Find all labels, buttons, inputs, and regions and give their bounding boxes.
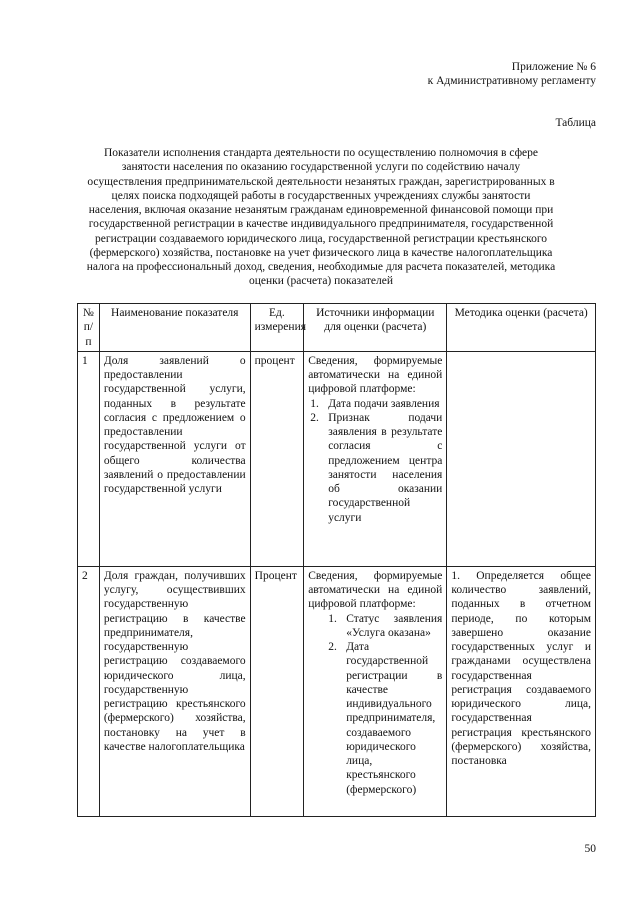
table-row: [78, 566, 596, 816]
row-unit: процент: [250, 351, 304, 566]
source-item-number: 2.: [310, 411, 319, 424]
source-item-number: 1.: [328, 612, 337, 625]
header-name: Наименование показателя: [99, 304, 250, 352]
row-source: [304, 351, 447, 566]
source-item: [310, 397, 442, 411]
source-item-number: 1.: [310, 397, 319, 410]
appendix-header: [428, 60, 596, 89]
source-item-text: Признак подачи заявления в результате согласия с предложением центра занятости населения об оказании государственной услуги: [328, 411, 443, 524]
row-source: [304, 566, 447, 816]
row-num: 2: [78, 566, 100, 816]
header-source: Источники информации для оценки (расчета): [304, 304, 447, 352]
page-number: 50: [584, 843, 596, 855]
row-name: Доля заявлений о предоставлении государственной услуги, поданных в результате согласия с предложением о предоставлении государственной услуги от общего количества заявлений о предоставлении государственной услуги: [99, 351, 250, 566]
table-label: Таблица: [555, 117, 596, 129]
document-title: Показатели исполнения стандарта деятельности по осуществлению полномочия в сфере занятости населения по оказанию государственной услуги по содействию началу осуществления предпринимательской деятельности незанятых граждан, зарегистрированных в целях поиска подходящей работы в государственных учреждениях службы занятости населения, включая оказание незанятым гражданам единовременной финансовой помощи при государственной регистрации в качестве индивидуального предпринимателя, государственной регистрации создаваемого юридического лица, государственной регистрации крестьянского (фермерского) хозяйства, постановке на учет физического лица в качестве налогоплательщика налога на профессиональный доход, сведения, необходимые для расчета показателей, методика оценки (расчета) показателей: [86, 147, 556, 288]
row-method: 1. Определяется общее количество заявлений, поданных в отчетном периоде, по которым завершено оказание государственных услуг и гражданами осуществлена государственная регистрация создаваемого юридического лица, государственная регистрация крестьянского (фермерского) хозяйства, постановка: [447, 566, 596, 816]
row-method: [447, 351, 596, 566]
source-item: [328, 612, 443, 641]
row-num: 1: [78, 351, 100, 566]
source-item: [328, 640, 443, 797]
appendix-line-2: к Административному регламенту: [427, 75, 596, 88]
row-unit: Процент: [250, 566, 304, 816]
header-unit: Ед. измерения: [250, 304, 304, 352]
source-list: [308, 397, 442, 525]
table-row: [78, 351, 596, 566]
row-name: Доля граждан, получивших услугу, осуществивших государственную регистрацию в качестве предпринимателя, государственную регистрацию создаваемого юридического лица, государственную регистрацию крестьянского (фермерского) хозяйства, постановку на учет в качестве налогоплательщика: [99, 566, 250, 816]
source-item-text: Дата государственной регистрации в качестве индивидуального предпринимателя, создаваемого юридического лица, крестьянского (фермерского): [346, 641, 443, 796]
source-list: [308, 612, 442, 797]
table-header-row: [78, 304, 596, 352]
source-intro: Сведения, формируемые автоматически на единой цифровой платформе:: [308, 354, 443, 396]
source-item-text: Дата подачи заявления: [328, 397, 440, 410]
appendix-line-1: Приложение № 6: [511, 61, 596, 73]
source-item-number: 2.: [328, 641, 337, 653]
source-item: [310, 411, 443, 525]
indicators-table: [77, 303, 596, 817]
header-num: № п/п: [78, 304, 100, 352]
source-item-text: Статус заявления «Услуга оказана»: [346, 612, 443, 639]
source-intro: Сведения, формируемые автоматически на единой цифровой платформе:: [308, 569, 443, 611]
header-method: Методика оценки (расчета): [447, 304, 596, 352]
